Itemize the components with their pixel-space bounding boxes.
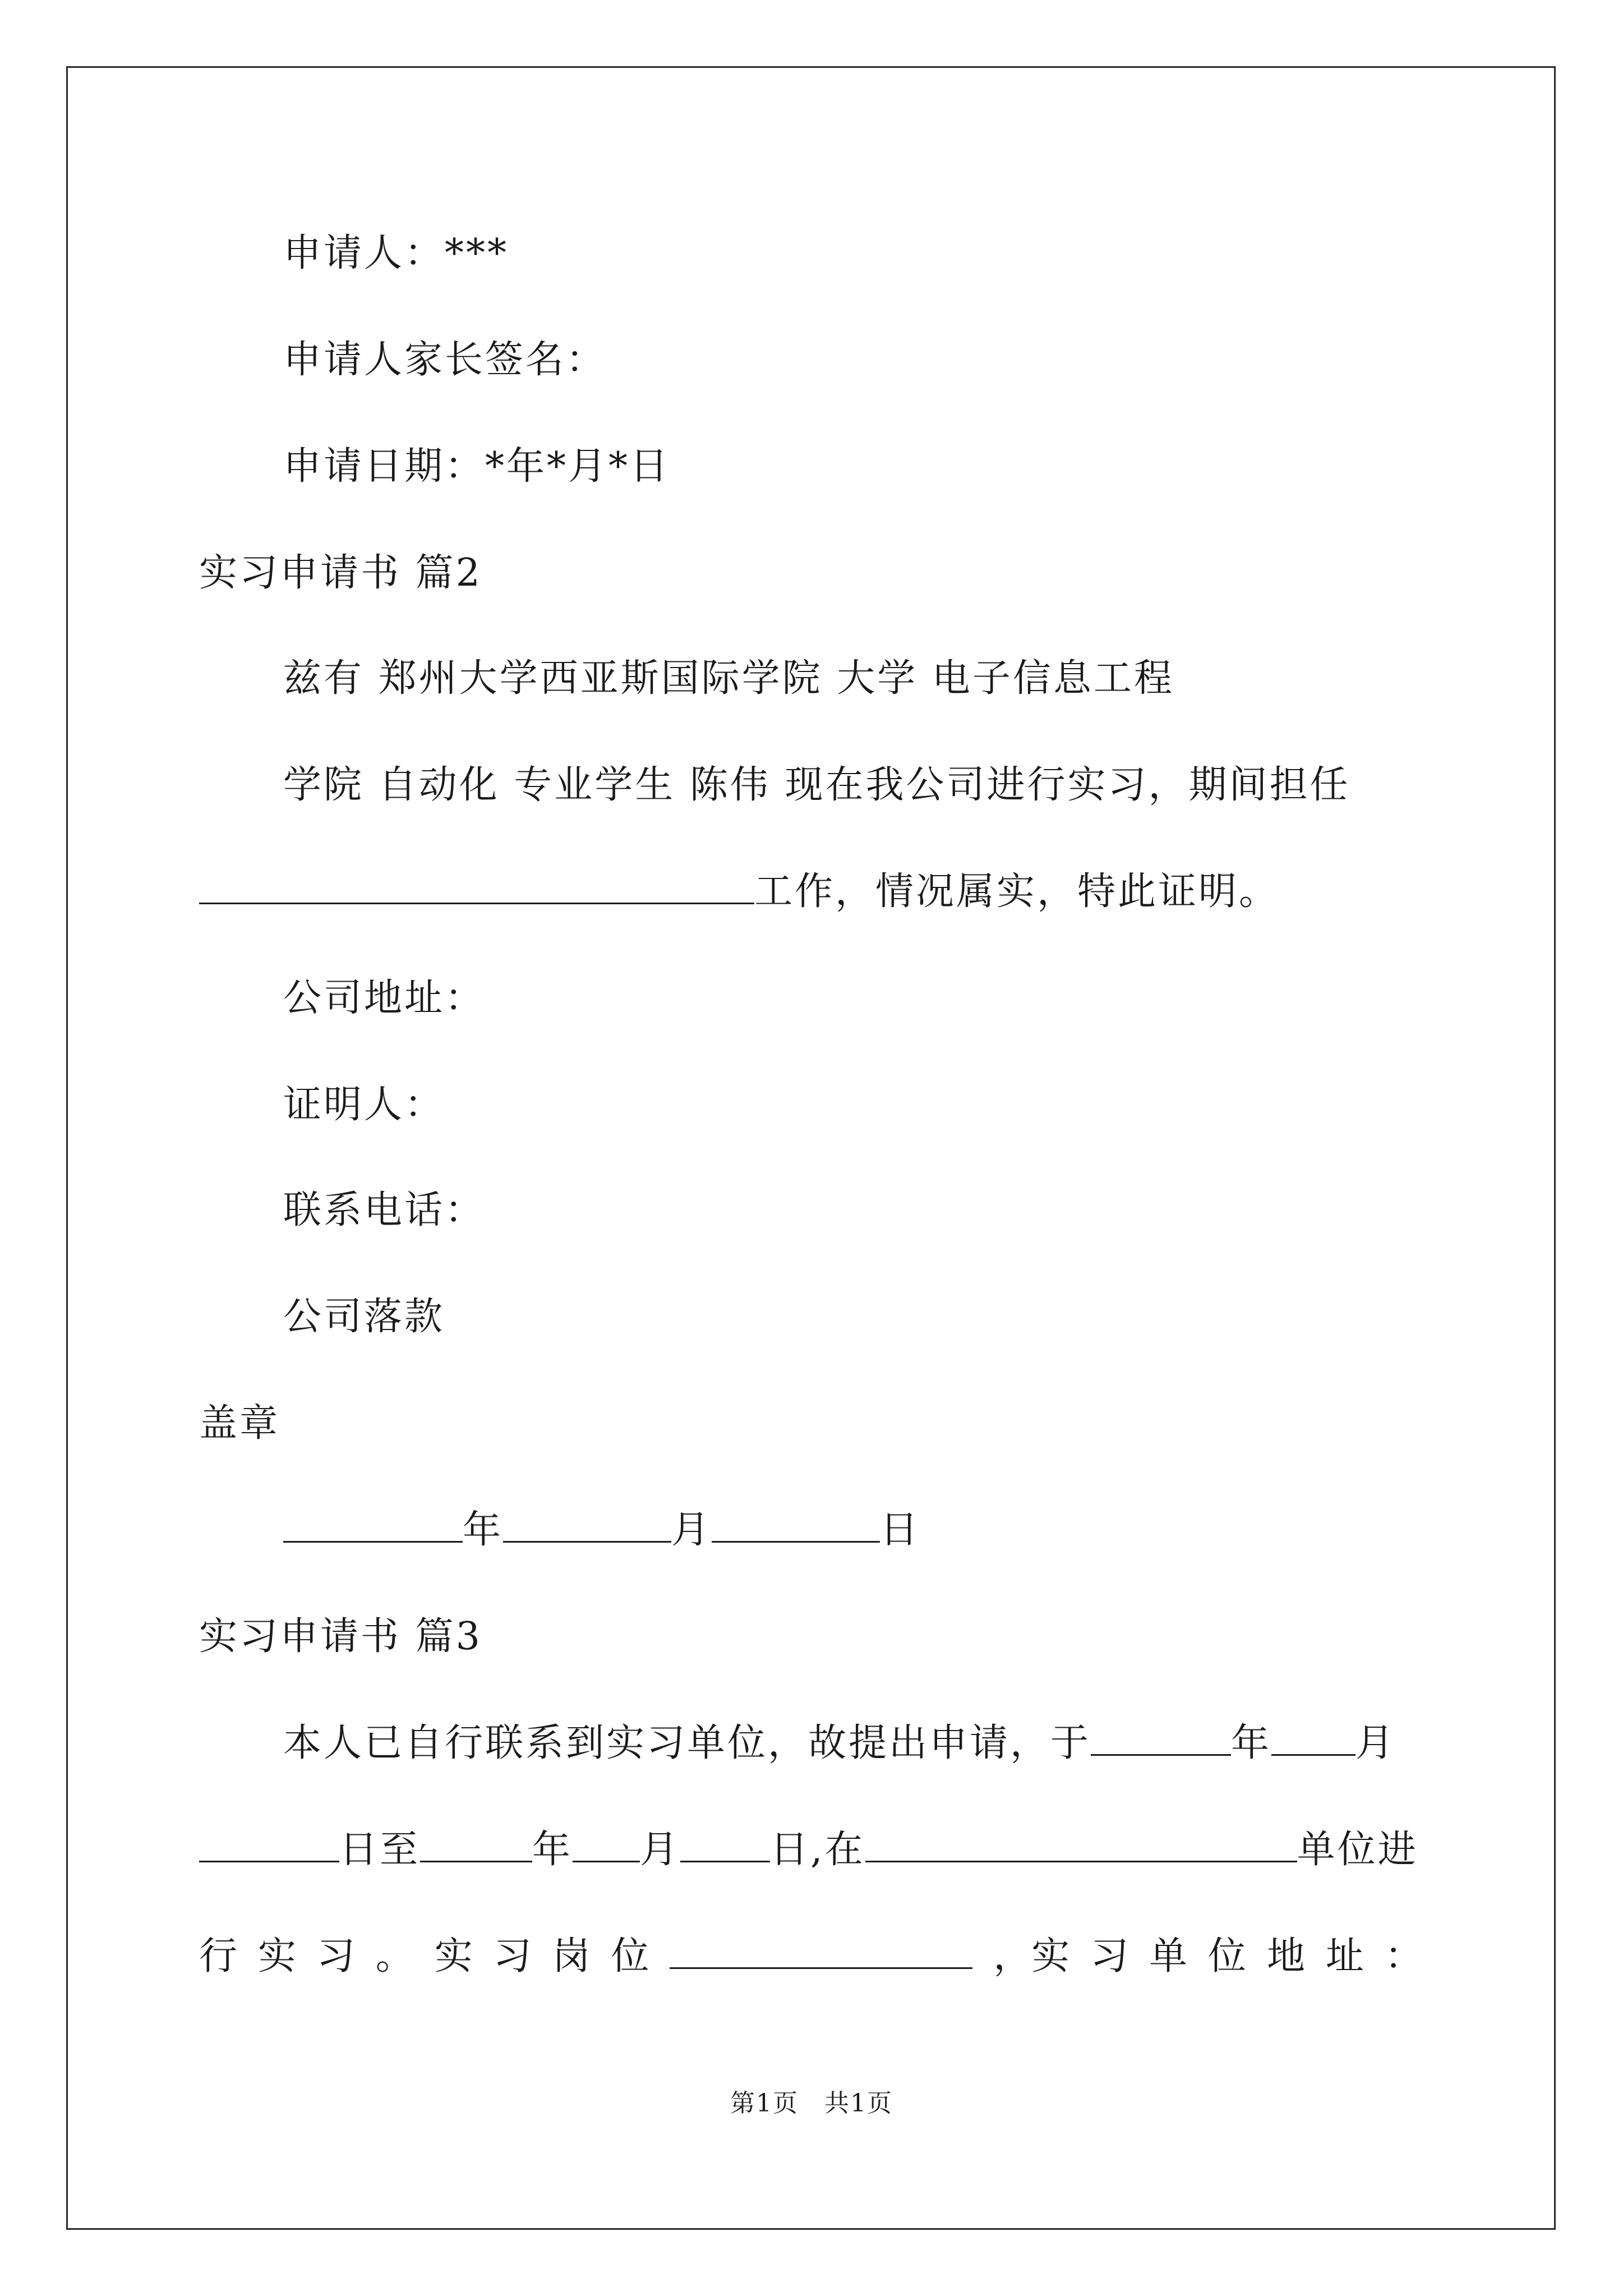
paragraph-3-line-3 xyxy=(199,1934,1423,1979)
applicant-line: 申请人：*** xyxy=(283,231,509,275)
paragraph-3-line-2 xyxy=(199,1828,1418,1872)
start-year-label: 年 xyxy=(1231,1721,1272,1765)
start-month-label: 月 xyxy=(1355,1721,1396,1765)
justified-char: 习 xyxy=(1090,1934,1129,1978)
position-blank xyxy=(670,1935,972,1969)
section-heading-2: 实习申请书 篇2 xyxy=(199,551,482,595)
justified-char: 实 xyxy=(257,1934,296,1978)
paragraph-3-line-1-text: 本人已自行联系到实习单位，故提出申请，于 xyxy=(283,1721,1091,1765)
end-year-blank xyxy=(420,1828,532,1862)
month-label: 月 xyxy=(671,1508,712,1552)
paragraph-2-line-2: 学院 自动化 专业学生 陈伟 现在我公司进行实习，期间担任 xyxy=(283,763,1350,807)
unit-label: 单位进 xyxy=(1297,1828,1418,1872)
justified-char: 地 xyxy=(1266,1934,1305,1978)
justified-char: 实 xyxy=(434,1934,473,1978)
start-year-blank xyxy=(1091,1722,1231,1756)
start-day-blank xyxy=(199,1828,339,1862)
start-day-label: 日至 xyxy=(339,1828,421,1872)
job-blank xyxy=(199,870,754,904)
witness-line: 证明人： xyxy=(283,1083,445,1127)
paragraph-3-line-1 xyxy=(283,1721,1396,1766)
justified-char: 址 xyxy=(1325,1934,1364,1978)
justified-char: 位 xyxy=(1208,1934,1247,1978)
year-blank xyxy=(283,1508,463,1543)
justified-char: 单 xyxy=(1149,1934,1188,1978)
company-address-line: 公司地址： xyxy=(283,976,486,1020)
justified-char: 行 xyxy=(199,1934,238,1978)
end-month-blank xyxy=(573,1828,640,1862)
day-blank xyxy=(712,1508,880,1543)
seal-line: 盖章 xyxy=(199,1401,280,1446)
end-month-label: 月 xyxy=(640,1828,681,1872)
end-year-label: 年 xyxy=(532,1828,573,1872)
start-month-blank xyxy=(1271,1722,1355,1756)
apply-date-line: 申请日期：*年*月*日 xyxy=(283,444,671,489)
year-label: 年 xyxy=(463,1508,504,1552)
phone-line: 联系电话： xyxy=(283,1188,486,1232)
justified-char: 岗 xyxy=(552,1934,591,1978)
month-blank xyxy=(503,1508,671,1543)
justified-char: 位 xyxy=(611,1934,649,1978)
unit-blank xyxy=(865,1828,1297,1862)
end-day-blank xyxy=(680,1828,770,1862)
paragraph-2-line-3 xyxy=(199,869,1279,914)
day-label: 日 xyxy=(880,1508,921,1552)
justified-char: ，实 xyxy=(993,1934,1070,1978)
page-border xyxy=(66,66,1556,2230)
justified-char: 习 xyxy=(316,1934,355,1978)
paragraph-2-line-3-text: 工作，情况属实，特此证明。 xyxy=(754,869,1280,914)
page-footer: 第1页 共1页 xyxy=(730,2089,893,2118)
justified-char: 习 xyxy=(493,1934,532,1978)
date-fill-line xyxy=(283,1508,920,1553)
paragraph-2-line-1: 兹有 郑州大学西亚斯国际学院 大学 电子信息工程 xyxy=(283,656,1174,701)
company-sign-line: 公司落款 xyxy=(283,1295,445,1339)
justified-char: 。 xyxy=(375,1934,414,1978)
parent-signature-line: 申请人家长签名： xyxy=(283,338,607,382)
section-heading-3: 实习申请书 篇3 xyxy=(199,1614,482,1659)
end-day-label: 日,在 xyxy=(770,1828,865,1872)
justified-char: ： xyxy=(1384,1934,1423,1978)
